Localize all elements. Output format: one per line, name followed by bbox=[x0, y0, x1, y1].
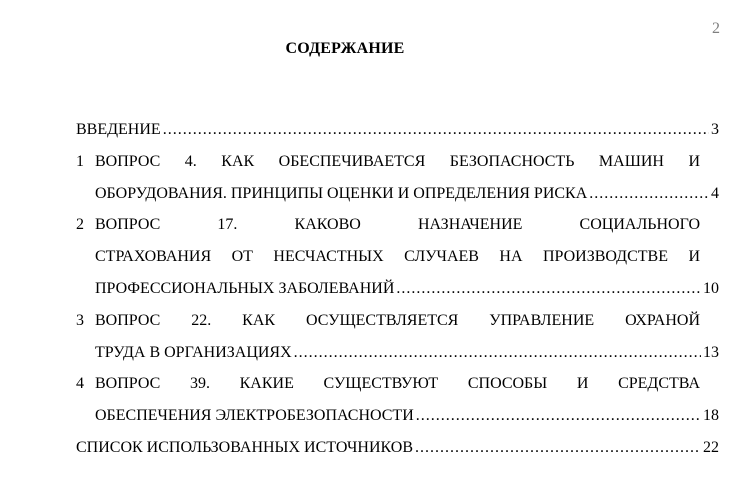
dot-leader bbox=[396, 273, 701, 305]
toc-entry-page: 4 bbox=[711, 184, 719, 202]
toc-entry-question-4[interactable] bbox=[76, 146, 719, 210]
toc-entry-title-line: ВОПРОС 4. КАК ОБЕСПЕЧИВАЕТСЯ БЕЗОПАСНОСТЬ МАШИН И bbox=[95, 152, 700, 170]
toc-entry-title: ВВЕДЕНИЕ bbox=[76, 121, 161, 138]
toc-entry-references[interactable] bbox=[76, 432, 719, 464]
toc-entry-title-line: ВОПРОС 17. КАКОВО НАЗНАЧЕНИЕ СОЦИАЛЬНОГО bbox=[95, 216, 700, 234]
table-of-contents bbox=[76, 114, 719, 464]
toc-entry-number: 2 bbox=[76, 216, 84, 234]
toc-entry-title-line: ОБЕСПЕЧЕНИЯ ЭЛЕКТРОБЕЗОПАСНОСТИ bbox=[95, 407, 414, 425]
toc-entry-introduction[interactable] bbox=[76, 114, 719, 146]
dot-leader bbox=[163, 114, 709, 146]
toc-entry-title-line: ТРУДА В ОРГАНИЗАЦИЯХ bbox=[95, 343, 292, 361]
toc-entry-question-17[interactable] bbox=[76, 209, 719, 304]
toc-entry-number: 1 bbox=[76, 152, 84, 170]
toc-entry-page: 22 bbox=[703, 438, 719, 456]
dot-leader bbox=[416, 400, 701, 432]
toc-entry-page: 10 bbox=[703, 279, 719, 297]
page-title: СОДЕРЖАНИЕ bbox=[285, 40, 405, 57]
toc-entry-question-39[interactable] bbox=[76, 368, 719, 432]
dot-leader bbox=[294, 337, 701, 369]
toc-entry-number: 4 bbox=[76, 375, 84, 393]
toc-entry-title-line: СТРАХОВАНИЯ ОТ НЕСЧАСТНЫХ СЛУЧАЕВ НА ПРОИЗВОДСТВЕ И bbox=[95, 248, 700, 266]
dot-leader bbox=[589, 178, 709, 210]
dot-leader bbox=[415, 432, 701, 464]
toc-entry-title-line: ПРОФЕССИОНАЛЬНЫХ ЗАБОЛЕВАНИЙ bbox=[95, 279, 395, 297]
toc-entry-page: 3 bbox=[711, 121, 719, 138]
toc-entry-number: 3 bbox=[76, 311, 84, 329]
toc-entry-title-line: ОБОРУДОВАНИЯ. ПРИНЦИПЫ ОЦЕНКИ И ОПРЕДЕЛЕНИЯ РИСКА bbox=[95, 184, 588, 202]
toc-entry-title: СПИСОК ИСПОЛЬЗОВАННЫХ ИСТОЧНИКОВ bbox=[76, 438, 414, 456]
toc-entry-title-line: ВОПРОС 22. КАК ОСУЩЕСТВЛЯЕТСЯ УПРАВЛЕНИЕ ОХРАНОЙ bbox=[95, 311, 700, 329]
toc-entry-question-22[interactable] bbox=[76, 305, 719, 369]
toc-entry-title-line: ВОПРОС 39. КАКИЕ СУЩЕСТВУЮТ СПОСОБЫ И СРЕДСТВА bbox=[95, 375, 700, 393]
toc-entry-page: 13 bbox=[703, 343, 719, 361]
toc-entry-page: 18 bbox=[703, 407, 719, 425]
page-number: 2 bbox=[712, 20, 720, 37]
